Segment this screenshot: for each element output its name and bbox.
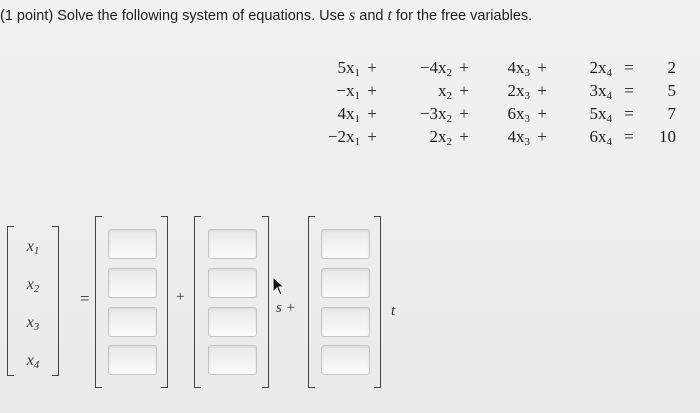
free-var-t: t [387,7,392,24]
variable-x1: $x_1$ [26,238,40,257]
s-coefficient-x2-input[interactable] [208,268,257,298]
equation-row: $5x_1$ + $-4x_2$ + $4x_3$ + $2x_4$ = 2 [337,58,676,79]
variable-vector-right-bracket [52,226,59,376]
t-coefficient-x1-input[interactable] [321,229,370,259]
mouse-cursor-icon [272,276,286,296]
s-plus-label: s + [276,300,296,316]
variable-x4: $x_4$ [26,352,40,371]
s-coefficient-x4-input[interactable] [208,345,257,375]
constant-x3-input[interactable] [108,307,157,337]
constant-vector-left-bracket [95,216,102,388]
variable-vector-left-bracket [7,226,14,376]
constant-vector-right-bracket [161,216,168,388]
t-coefficient-x3-input[interactable] [321,307,370,337]
equation-row: $-2x_1$ + $2x_2$ + $4x_3$ + $6x_4$ = 10 [327,127,676,148]
prompt-and: and [359,8,384,24]
s-vector-right-bracket [262,216,269,388]
plus-sign: + [176,289,185,305]
problem-statement [0,7,700,25]
t-coefficient-x2-input[interactable] [321,268,370,298]
variable-x3: $x_3$ [26,314,40,333]
equals-sign: = [80,289,90,308]
t-vector-left-bracket [308,216,315,388]
equation-system [318,56,676,148]
s-coefficient-x3-input[interactable] [208,307,257,337]
s-vector-left-bracket [194,216,201,388]
s-coefficient-x1-input[interactable] [208,229,257,259]
t-coefficient-x4-input[interactable] [321,345,370,375]
equation-row: $4x_1$ + $-3x_2$ + $6x_3$ + $5x_4$ = 7 [337,104,676,125]
prompt-suffix: for the free variables. [395,8,533,24]
t-label: t [391,303,396,319]
variable-x2: $x_2$ [26,276,40,295]
constant-x2-input[interactable] [108,268,157,298]
constant-x1-input[interactable] [108,229,157,259]
t-vector-right-bracket [374,216,381,388]
equation-row: $-x_1$ + $x_2$ + $2x_3$ + $3x_4$ = 5 [336,81,676,102]
constant-x4-input[interactable] [108,345,157,375]
prompt-prefix: (1 point) Solve the following system of equations. Use [0,8,345,24]
free-var-s: s [349,7,356,24]
